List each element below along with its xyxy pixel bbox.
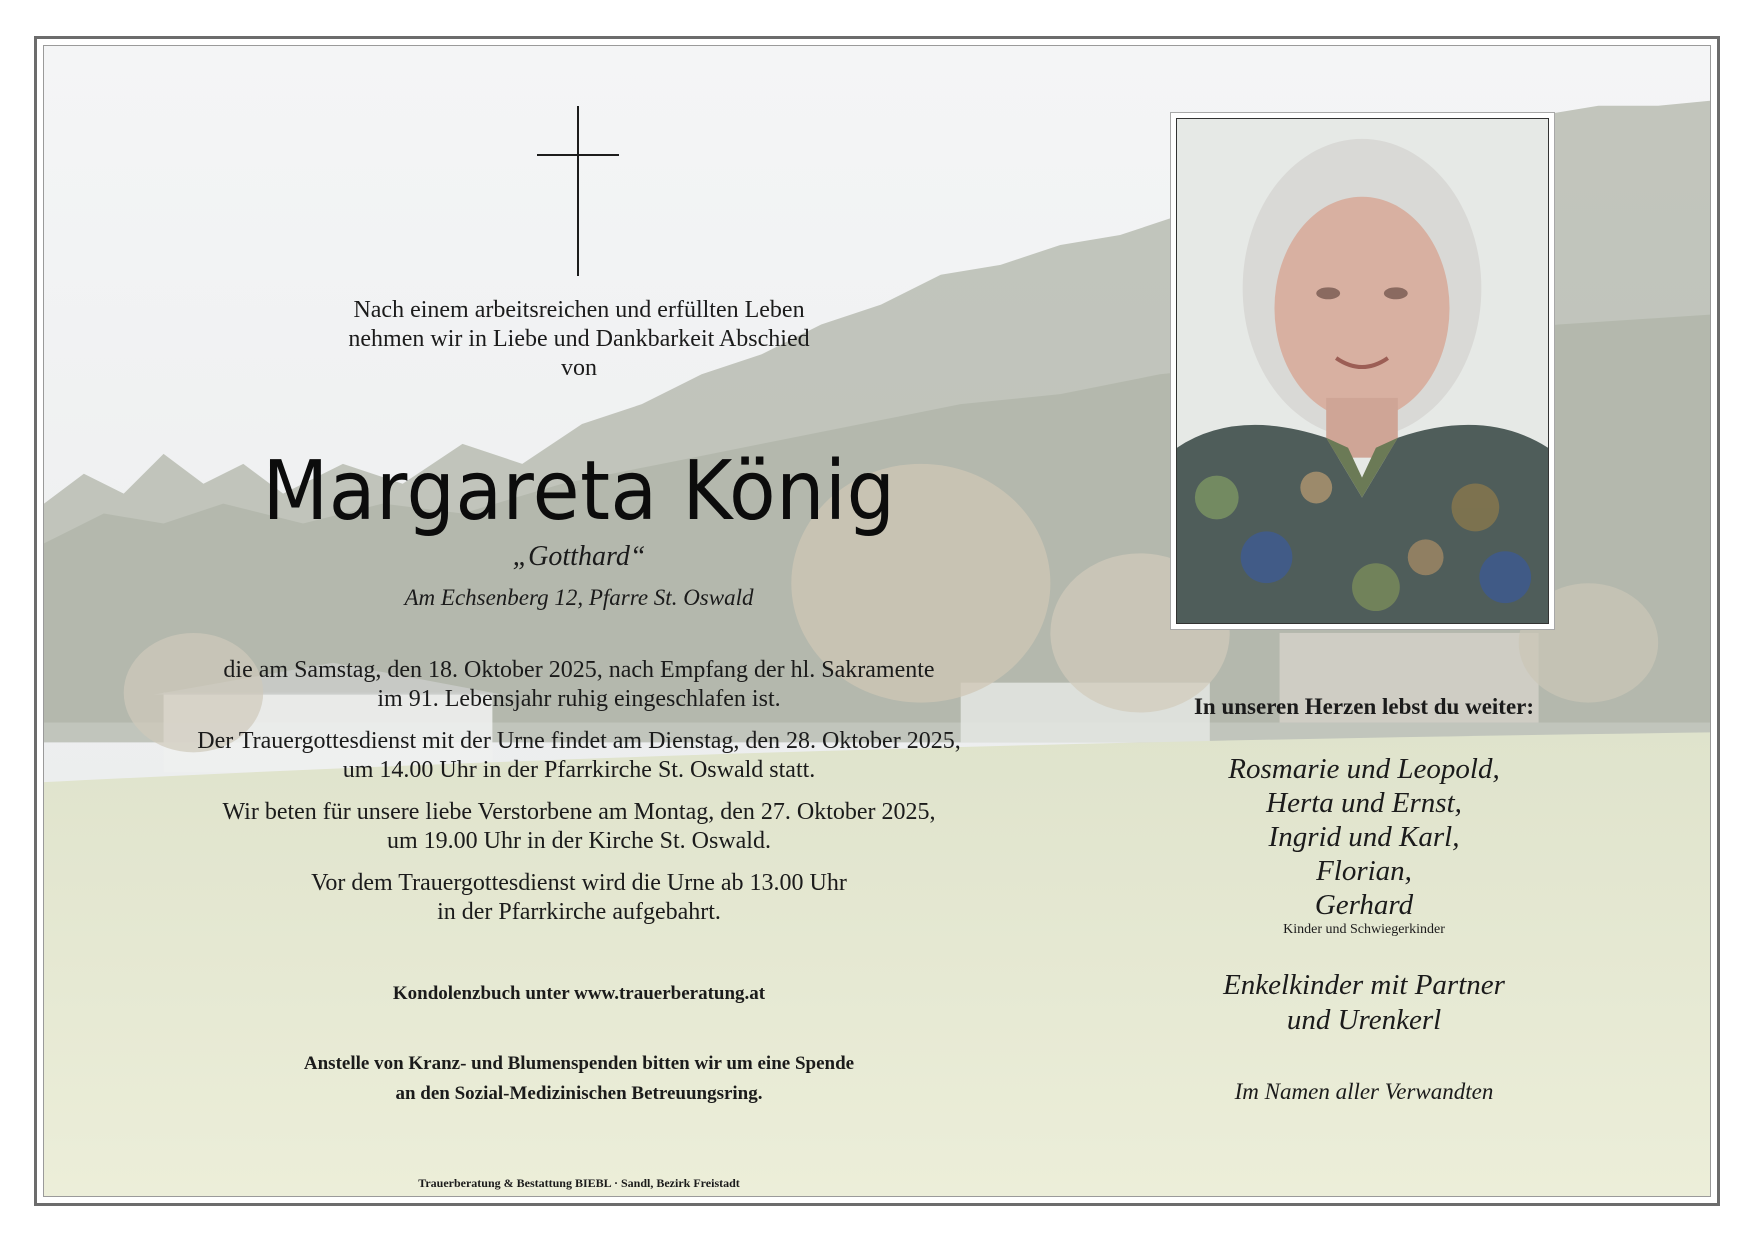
detail-paragraph bbox=[129, 656, 1029, 714]
deceased-name: Margareta König bbox=[262, 444, 896, 539]
card-inner-frame bbox=[43, 45, 1711, 1197]
grandchildren-text: und Urenkerl bbox=[1286, 1004, 1442, 1036]
obituary-card bbox=[34, 36, 1720, 1206]
donation-note bbox=[129, 1049, 1029, 1109]
portrait-photo bbox=[1176, 118, 1549, 624]
detail-line: Vor dem Trauergottesdienst wird die Urne ab 13.00 Uhr bbox=[311, 870, 847, 896]
undertaker-credit: Trauerberatung & Bestattung BIEBL · Sandl, Bezirk Freistadt bbox=[418, 1176, 740, 1190]
detail-line: im 91. Lebensjahr ruhig eingeschlafen ist. bbox=[377, 686, 781, 712]
intro-line: von bbox=[561, 355, 597, 381]
mourner-names bbox=[1134, 752, 1594, 922]
intro-text bbox=[129, 296, 1029, 383]
detail-line: Wir beten für unsere liebe Verstorbene am Montag, den 27. Oktober 2025, bbox=[222, 799, 936, 825]
children-caption: Kinder und Schwiegerkinder bbox=[1283, 922, 1445, 937]
mourner-name: Florian, bbox=[1316, 855, 1412, 887]
service-details bbox=[129, 656, 1029, 940]
detail-line: um 19.00 Uhr in der Kirche St. Oswald. bbox=[387, 828, 771, 854]
detail-paragraph bbox=[129, 727, 1029, 785]
detail-line: in der Pfarrkirche aufgebahrt. bbox=[437, 899, 721, 925]
deceased-address: Am Echsenberg 12, Pfarre St. Oswald bbox=[404, 585, 754, 610]
on-behalf-line: Im Namen aller Verwandten bbox=[1234, 1079, 1494, 1104]
detail-line: um 14.00 Uhr in der Pfarrkirche St. Oswald statt. bbox=[342, 757, 816, 783]
grandchildren-text: Enkelkinder mit Partner bbox=[1223, 969, 1505, 1001]
donation-line: an den Sozial-Medizinischen Betreuungsring. bbox=[395, 1083, 763, 1104]
detail-line: Der Trauergottesdienst mit der Urne findet am Dienstag, den 28. Oktober 2025, bbox=[197, 728, 961, 754]
deceased-nickname: „Gotthard“ bbox=[512, 541, 646, 572]
mourner-name: Herta und Ernst, bbox=[1266, 787, 1462, 819]
detail-line: die am Samstag, den 18. Oktober 2025, nach Empfang der hl. Sakramente bbox=[223, 657, 935, 683]
mourners-heading: In unseren Herzen lebst du weiter: bbox=[1193, 694, 1535, 719]
donation-line: Anstelle von Kranz- und Blumenspenden bitten wir um eine Spende bbox=[303, 1053, 855, 1074]
portrait-frame bbox=[1170, 112, 1555, 630]
mourner-name: Ingrid und Karl, bbox=[1268, 821, 1460, 853]
intro-line: Nach einem arbeitsreichen und erfüllten Leben bbox=[353, 297, 805, 323]
condolence-note: Kondolenzbuch unter www.trauerberatung.at bbox=[392, 983, 766, 1004]
mourner-name: Rosmarie und Leopold, bbox=[1228, 753, 1500, 785]
intro-line: nehmen wir in Liebe und Dankbarkeit Abschied bbox=[348, 326, 810, 352]
grandchildren-line bbox=[1134, 968, 1594, 1038]
detail-paragraph bbox=[129, 798, 1029, 856]
detail-paragraph bbox=[129, 869, 1029, 927]
mourner-name: Gerhard bbox=[1314, 889, 1414, 921]
portrait-image bbox=[1177, 119, 1548, 623]
